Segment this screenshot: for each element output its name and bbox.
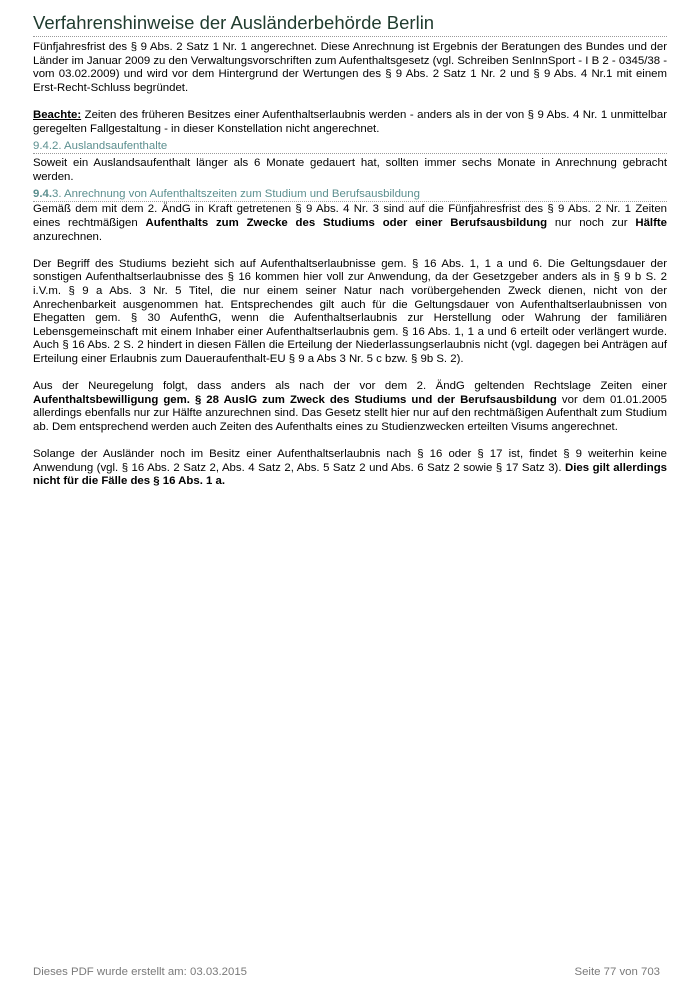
paragraph-begriff-studium: Der Begriff des Studiums bezieht sich auf Aufenthaltserlaubnisse gem. § 16 Abs. 1, 1 a und 6. Die Geltungsdauer der sonstigen Aufenthaltserlaubnisse des § 16 kommen hier voll zur Anwendung, da der Gesetzgeber anders als in § 9 b S. 2 i.V.m. § 9 a Abs. 3 Nr. 5 Titel, die nur einem seiner Natur nach vorübergehenden Zweck dienen, nicht von der Anrechenbarkeit ausgenommen hat. Entsprechendes gilt auch für die Geltungsdauer von Aufenthaltserlaubnissen von Ehegatten gem. § 30 AufenthG, wenn die Aufenthaltserlaubnis zur Herstellung oder Wahrung der familiären Lebensgemeinschaft mit einem Inhaber einer Aufenthaltserlaubnis gem. § 16 Abs. 1, 1 a und 6 erteilt oder verlängert wurde. Auch § 16 Abs. 2 S. 2 hindert in diesen Fällen die Erteilung der Niederlassungserlaubnis nicht (vgl. dagegen bei Anträgen auf Erteilung einer Erlaubnis zum Daueraufenthalt-EU § 9 a Abs 3 Nr. 5 c bzw. § 9b S. 2). — [33, 257, 667, 365]
footer-page-number: Seite 77 von 703 — [574, 966, 660, 978]
paragraph-auslandsaufenthalt: Soweit ein Auslandsaufenthalt länger als 6 Monate gedauert hat, sollten immer sechs Monate in Anrechnung gebracht werden. — [33, 157, 667, 183]
paragraph-neuregelung — [33, 380, 667, 434]
text-run: nur noch zur — [547, 216, 636, 229]
section-heading-text: 3. Anrechnung von Aufenthaltszeiten zum Studium und Berufsausbildung — [52, 188, 420, 201]
page-title: Verfahrenshinweise der Ausländerbehörde Berlin — [33, 12, 435, 33]
bold-run: Hälfte — [635, 216, 668, 229]
paragraph-solange — [33, 448, 667, 489]
beachte-text: Zeiten des früheren Besitzes einer Aufenthaltserlaubnis werden - anders als in der von § 9 Abs. 4 Nr. 1 unmittelbar geregelten Fallgestaltung - in dieser Konstellation nicht angerechnet. — [33, 108, 667, 135]
text-run: Solange der Ausländer noch im Besitz einer Aufenthaltserlaubnis nach § 16 oder § 17 ist, findet § 9 weiterhin keine Anwendung (vgl. § 16 Abs. 2 Satz 2, Abs. 4 Satz 2, Abs. 5 Satz 2 und Abs. 6 Satz 2 sowie § 17 Satz 3). — [33, 448, 667, 474]
bold-run: Aufenthaltsbewilligung gem. § 28 AuslG zum Zweck des Studiums und der Berufsausbildung — [33, 393, 557, 406]
section-number: 9.4. — [33, 188, 52, 201]
document-body — [33, 41, 667, 489]
section-heading-auslandsaufenthalte: 9.4.2. Auslandsaufenthalte — [33, 139, 667, 154]
bold-run: Aufenthalts zum Zwecke des Studiums oder einer Berufsausbildung — [145, 216, 548, 229]
title-divider — [33, 36, 667, 37]
text-run: Gemäß dem mit dem 2. ÄndG in Kraft getretenen § 9 Abs. 4 Nr. 3 sind auf die Fünfjahresfrist des § 9 Abs. 2 Nr. 1 Zeiten eines rechtmäßigen — [33, 203, 667, 229]
paragraph-beachte — [33, 109, 667, 136]
text-run: Aus der Neuregelung folgt, dass anders als nach der vor dem 2. ÄndG geltenden Rechtslage Zeiten einer — [33, 380, 667, 393]
section-heading-studium — [33, 187, 667, 202]
paragraph-gemaess — [33, 203, 667, 244]
beachte-label: Beachte: — [33, 108, 82, 121]
text-run: vor dem 01.01.2005 allerdings ebenfalls nur zur Hälfte anzurechnen sind. Das Gesetz stellt hier nur auf den rechtmäßigen Aufenthalt zum Studium ab. Dem entsprechend werden auch Zeiten des Aufenthalts eines zu Studienzwecken erteilten Visums angerechnet. — [33, 393, 667, 433]
bold-run: Dies gilt allerdings nicht für die Fälle des § 16 Abs. 1 a. — [33, 461, 667, 488]
footer-created-date: Dieses PDF wurde erstellt am: 03.03.2015 — [33, 966, 247, 978]
paragraph-anrechnung: Fünfjahresfrist des § 9 Abs. 2 Satz 1 Nr. 1 angerechnet. Diese Anrechnung ist Ergebnis der Beratungen des Bundes und der Länder im Januar 2009 zu den Verwaltungsvorschriften zum Aufenthaltsgesetz (vgl. Schreiben SenInnSport - I B 2 - 0345/38 - vom 03.02.2009) und wird vor dem Hintergrund der Wertungen des § 9 Abs. 2 Satz 1 Nr. 2 und § 9 Abs. 4 Nr.1 mit einem Erst-Recht-Schluss begründet. — [33, 41, 667, 94]
text-run: anzurechnen. — [33, 230, 103, 243]
